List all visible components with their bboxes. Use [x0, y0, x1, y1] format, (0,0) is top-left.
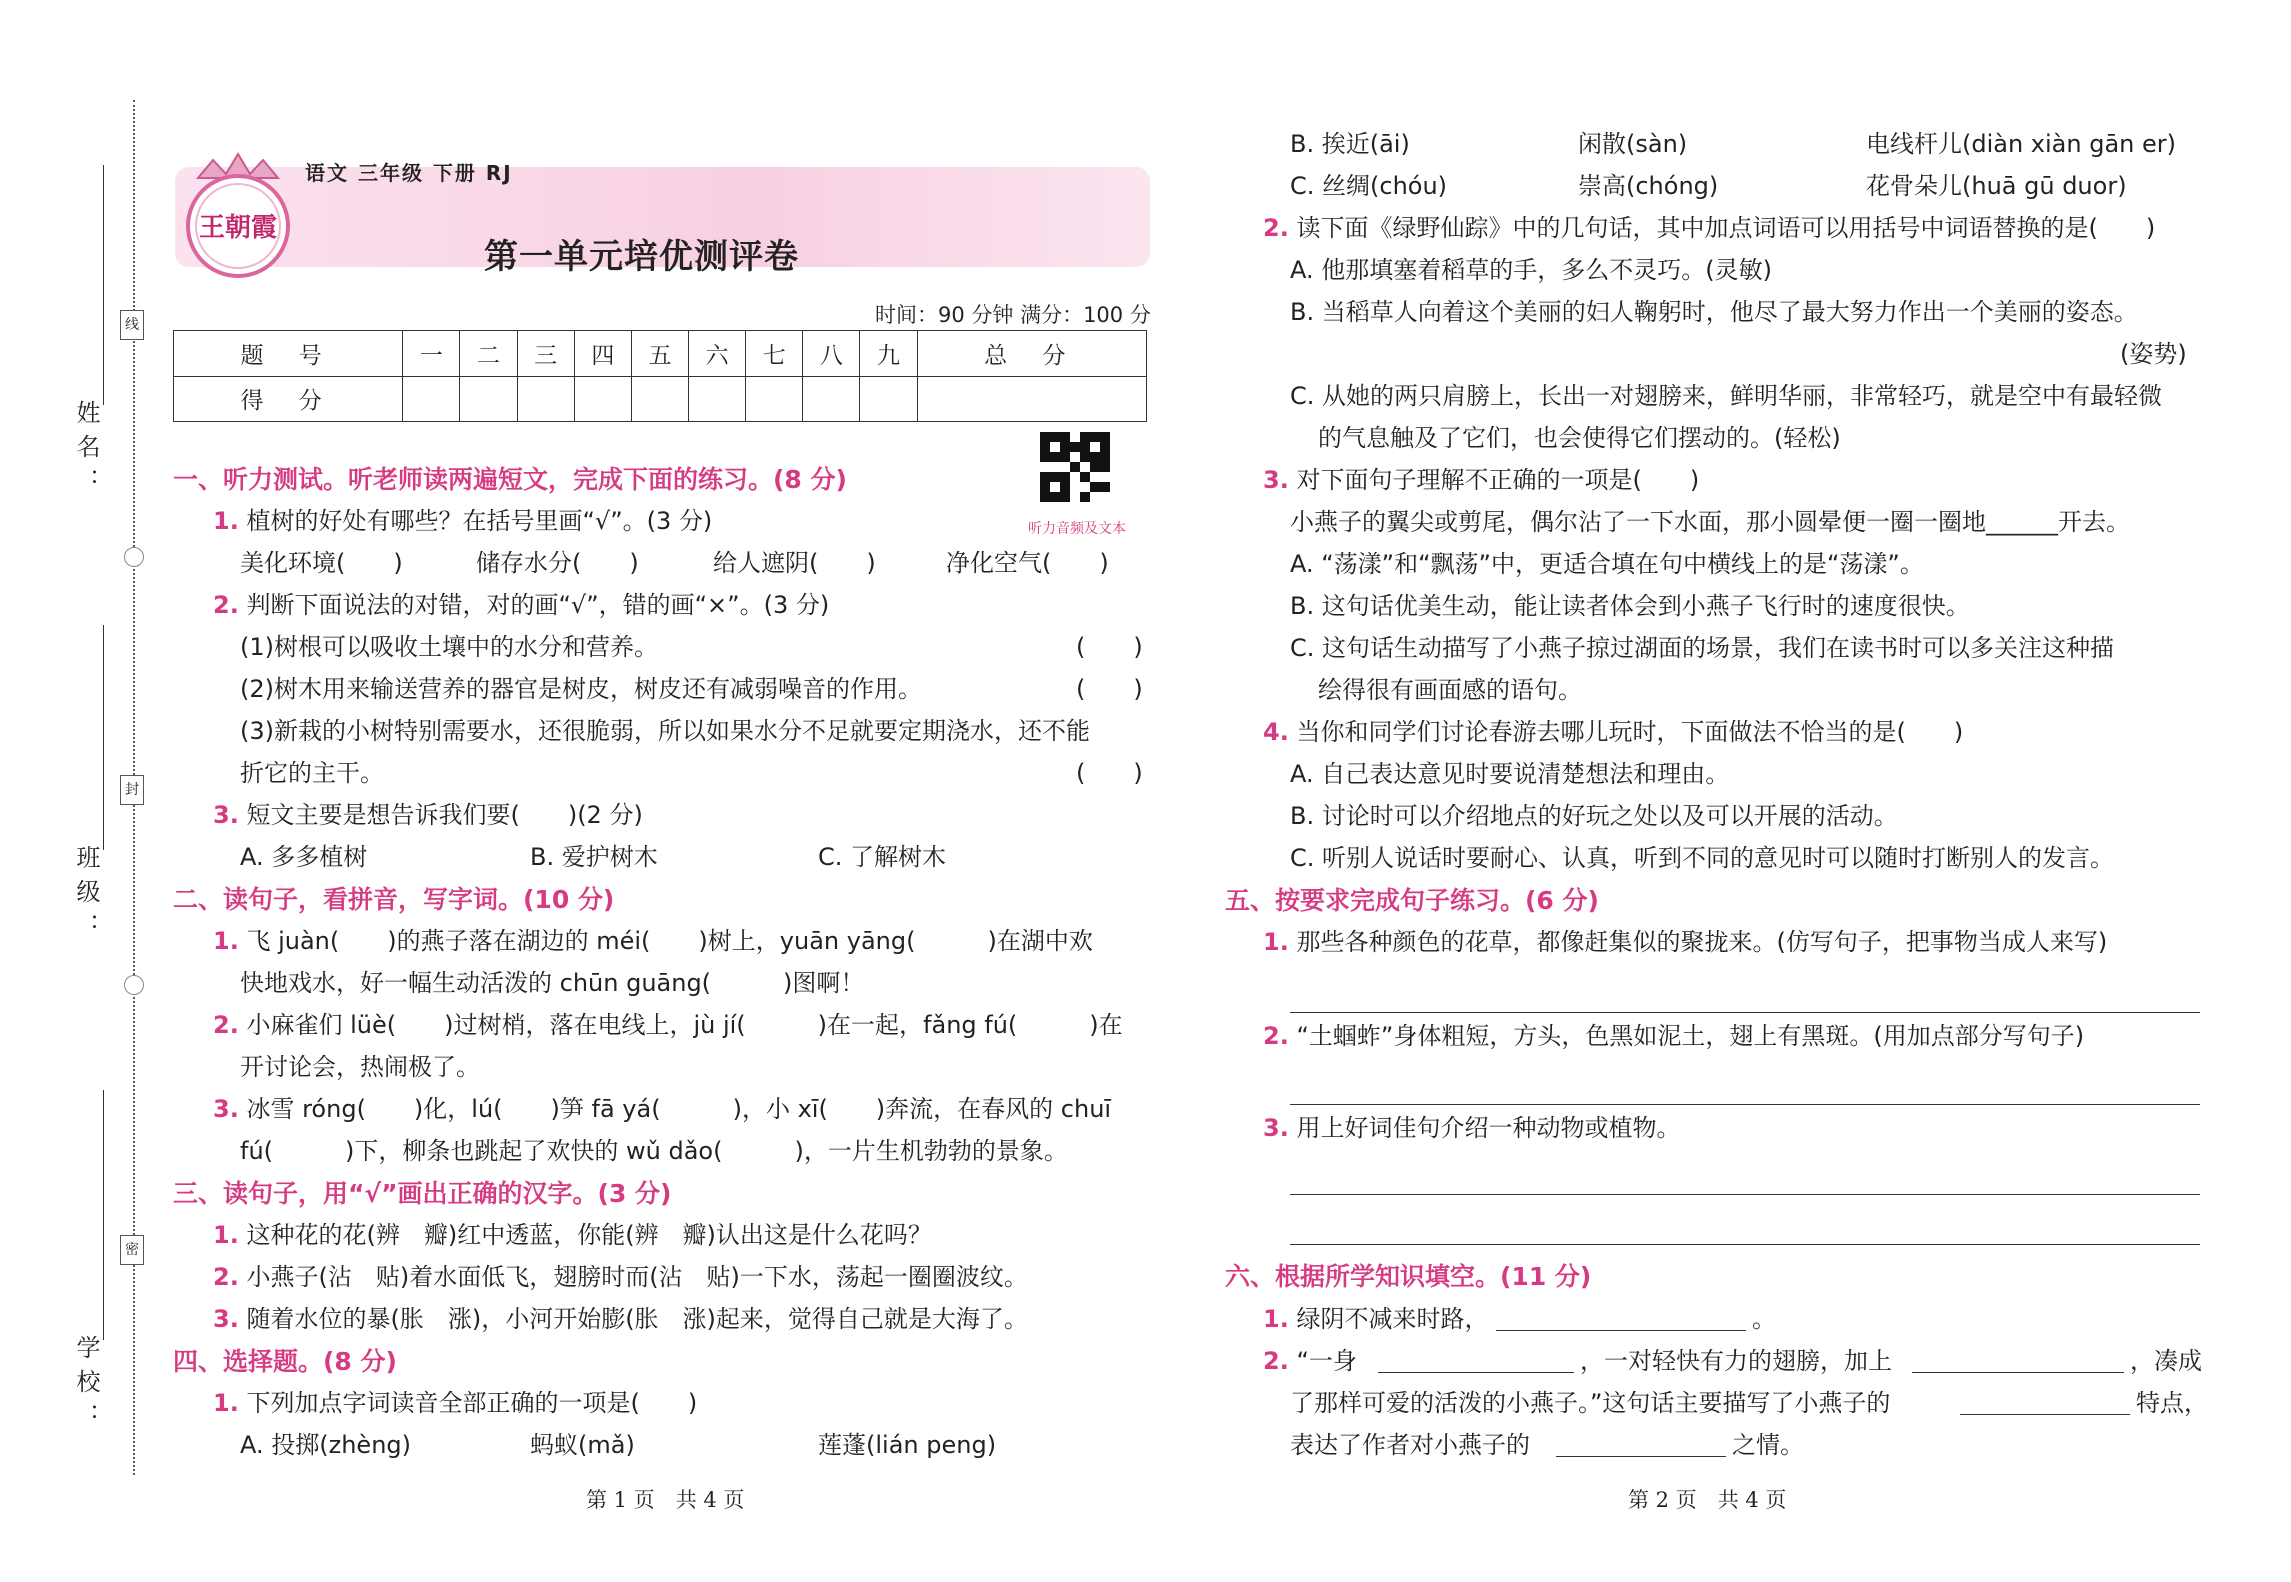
- s4-q1-option-b-word: 闲散(sàn): [1578, 130, 1688, 158]
- s5-q2: 2. “土蝈蚱”身体粗短，方头，色黑如泥土，翅上有黑斑。(用加点部分写句子): [1263, 1022, 2085, 1050]
- section-1-title: 一、听力测试。听老师读两遍短文，完成下面的练习。(8 分): [173, 465, 847, 494]
- s1-q3-option[interactable]: C. 了解树木: [818, 843, 947, 871]
- score-input-cell[interactable]: [574, 376, 631, 422]
- fill-blank[interactable]: [1378, 1372, 1574, 1373]
- logo-text: 王朝霞: [198, 213, 278, 243]
- score-table-header-row: [174, 331, 1147, 377]
- score-input-cell[interactable]: [917, 376, 1146, 422]
- s4-q3-option-a[interactable]: A. “荡漾”和“飘荡”中，更适合填在句中横线上的是“荡漾”。: [1290, 550, 1924, 578]
- s4-q2-option-b[interactable]: B. 当稻草人向着这个美丽的妇人鞠躬时，他尽了最大努力作出一个美丽的姿态。: [1290, 298, 2138, 326]
- score-input-cell[interactable]: [689, 376, 746, 422]
- cell-q9: 九: [860, 331, 917, 377]
- s1-q3-option[interactable]: A. 多多植树: [240, 843, 368, 871]
- s1-q1-option[interactable]: 美化环境( ): [240, 549, 403, 577]
- section-5-title: 五、按要求完成句子练习。(6 分): [1225, 886, 1599, 915]
- cell-q6: 六: [689, 331, 746, 377]
- s4-q1-option-c-word: 花骨朵儿(huā gū duor): [1866, 172, 2127, 200]
- s2-q2: 2. 小麻雀们 lüè( )过树梢，落在电线上，jù jí( )在一起，fǎng fú( )在: [213, 1011, 1123, 1039]
- s6-q2-text: 之情。: [1732, 1431, 1804, 1459]
- s4-q2: 2. 读下面《绿野仙踪》中的几句话，其中加点词语可以用括号中词语替换的是( ): [1263, 214, 2156, 242]
- s3-q1: 1. 这种花的花(辨 瓣)红中透蓝，你能(辨 瓣)认出这是什么花吗？: [213, 1221, 932, 1249]
- s4-q2-option-b-cont: (姿势): [2120, 340, 2187, 368]
- s5-q3: 3. 用上好词佳句介绍一种动物或植物。: [1263, 1114, 1681, 1142]
- s4-q1-option-a-word: 莲蓬(lián peng): [818, 1431, 997, 1459]
- answer-line[interactable]: [1290, 1104, 2200, 1105]
- s4-q3-option-b[interactable]: B. 这句话优美生动，能让读者体会到小燕子飞行时的速度很快。: [1290, 592, 1970, 620]
- section-2-title: 二、读句子，看拼音，写字词。(10 分): [173, 885, 615, 914]
- cut-mark-mi: 密: [120, 1235, 144, 1265]
- s6-q2-text: ，一对轻快有力的翅膀，加上: [1580, 1347, 1892, 1375]
- s4-q3-sentence: 小燕子的翼尖或剪尾，偶尔沾了一下水面，那小圆晕便一圈一圈地______开去。: [1290, 508, 2130, 536]
- s4-q4-option-a[interactable]: A. 自己表达意见时要说清楚想法和理由。: [1290, 760, 1730, 788]
- s6-q2: 2. “一身: [1263, 1347, 1357, 1375]
- s4-q4-option-c[interactable]: C. 听别人说话时要耐心、认真，听到不同的意见时可以随时打断别人的发言。: [1290, 844, 2115, 872]
- s6-q1: 1. 绿阴不减来时路，: [1263, 1305, 1489, 1333]
- school-line: [103, 1090, 104, 1340]
- section-4-title: 四、选择题。(8 分): [173, 1347, 397, 1376]
- s1-q3: 3. 短文主要是想告诉我们要( )(2 分): [213, 801, 643, 829]
- score-input-cell[interactable]: [517, 376, 574, 422]
- s4-q2-option-c[interactable]: C. 从她的两只肩膀上，长出一对翅膀来，鲜明华丽，非常轻巧，就是空中有最轻微: [1290, 382, 2163, 410]
- s1-q1: 1. 植树的好处有哪些？在括号里画“√”。(3 分): [213, 507, 713, 535]
- score-input-cell[interactable]: [631, 376, 688, 422]
- brand-logo: [168, 148, 308, 278]
- s4-q1-option-b[interactable]: B. 挨近(āi): [1290, 130, 1410, 158]
- name-label: 姓名：: [72, 400, 100, 502]
- cut-mark-feng: 封: [120, 775, 144, 805]
- section-6-title: 六、根据所学知识填空。(11 分): [1225, 1262, 1592, 1291]
- cell-q8: 八: [803, 331, 860, 377]
- s2-q3: 3. 冰雪 róng( )化，lú( )笋 fā yá( )，小 xī( )奔流，在春风的 chuī: [213, 1095, 1112, 1123]
- s1-q2-item: (1)树根可以吸收土壤中的水分和营养。: [240, 633, 658, 661]
- score-input-cell[interactable]: [403, 376, 460, 422]
- s4-q3-option-c-cont: 绘得很有画面感的语句。: [1318, 676, 1582, 704]
- s1-q1-option[interactable]: 储存水分( ): [476, 549, 639, 577]
- binding-hole: [124, 547, 144, 567]
- score-input-cell[interactable]: [460, 376, 517, 422]
- s4-q1-option-a-word: 蚂蚁(mǎ): [530, 1431, 635, 1459]
- s4-q1-option-b-word: 电线杆儿(diàn xiàn gān er): [1866, 130, 2177, 158]
- subject-grade: 语文 三年级 下册 RJ: [305, 161, 513, 185]
- page-footer-2: 第 2 页 共 4 页: [1628, 1488, 1787, 1512]
- cell-label: 题 号: [174, 331, 403, 377]
- s1-q2-item: (3)新栽的小树特别需要水，还很脆弱，所以如果水分不足就要定期浇水，还不能: [240, 717, 1090, 745]
- s4-q4-option-b[interactable]: B. 讨论时可以介绍地点的好玩之处以及可以开展的活动。: [1290, 802, 1898, 830]
- answer-paren[interactable]: ( ): [1076, 759, 1143, 787]
- score-table-score-row: [174, 376, 1147, 422]
- cell-q7: 七: [746, 331, 803, 377]
- class-label: 班级：: [72, 845, 100, 947]
- s3-q2: 2. 小燕子(沾 贴)着水面低飞，翅膀时而(沾 贴)一下水，荡起一圈圈波纹。: [213, 1263, 1028, 1291]
- s4-q3: 3. 对下面句子理解不正确的一项是( ): [1263, 466, 1700, 494]
- s2-q2-cont: 开讨论会，热闹极了。: [240, 1053, 480, 1081]
- s6-q2-text: 特点，: [2136, 1389, 2208, 1417]
- s1-q1-option[interactable]: 净化空气( ): [946, 549, 1109, 577]
- fill-blank[interactable]: [1912, 1372, 2124, 1373]
- score-input-cell[interactable]: [860, 376, 917, 422]
- page-title: 第一单元培优测评卷: [484, 237, 799, 277]
- fill-blank[interactable]: [1496, 1330, 1746, 1331]
- s1-q2: 2. 判断下面说法的对错，对的画“√”，错的画“×”。(3 分): [213, 591, 830, 619]
- s1-q2-item: (2)树木用来输送营养的器官是树皮，树皮还有减弱噪音的作用。: [240, 675, 922, 703]
- cell-q4: 四: [574, 331, 631, 377]
- score-table: [173, 330, 1147, 422]
- s4-q1-option-c-word: 崇高(chóng): [1578, 172, 1719, 200]
- s4-q2-option-c-cont: 的气息触及了它们，也会使得它们摆动的。(轻松): [1318, 424, 1841, 452]
- s2-q3-cont: fú( )下，柳条也跳起了欢快的 wǔ dǎo( )，一片生机勃勃的景象。: [240, 1137, 1068, 1165]
- answer-line[interactable]: [1290, 1194, 2200, 1195]
- page-footer-1: 第 1 页 共 4 页: [586, 1488, 745, 1512]
- cell-score-label: 得 分: [174, 376, 403, 422]
- s4-q3-option-c[interactable]: C. 这句话生动描写了小燕子掠过湖面的场景，我们在读书时可以多关注这种描: [1290, 634, 2115, 662]
- s5-q1: 1. 那些各种颜色的花草，都像赶集似的聚拢来。(仿写句子，把事物当成人来写): [1263, 928, 2108, 956]
- cell-q2: 二: [460, 331, 517, 377]
- s6-q2-text: 表达了作者对小燕子的: [1290, 1431, 1530, 1459]
- cell-q5: 五: [631, 331, 688, 377]
- s6-q1-end: 。: [1752, 1305, 1776, 1333]
- qr-caption: 听力音频及文本: [1028, 521, 1126, 537]
- s4-q4: 4. 当你和同学们讨论春游去哪儿玩时，下面做法不恰当的是( ): [1263, 718, 1964, 746]
- cut-mark-xian: 线: [120, 310, 144, 340]
- score-input-cell[interactable]: [803, 376, 860, 422]
- score-input-cell[interactable]: [746, 376, 803, 422]
- s2-q1-cont: 快地戏水，好一幅生动活泼的 chūn guāng( )图啊！: [240, 969, 865, 997]
- s1-q3-option[interactable]: B. 爱护树木: [530, 843, 658, 871]
- class-line: [103, 625, 104, 850]
- s4-q1-option-c[interactable]: C. 丝绸(chóu): [1290, 172, 1448, 200]
- s4-q1: 1. 下列加点字词读音全部正确的一项是( ): [213, 1389, 698, 1417]
- section-3-title: 三、读句子，用“√”画出正确的汉字。(3 分): [173, 1179, 672, 1208]
- s2-q1: 1. 飞 juàn( )的燕子落在湖边的 méi( )树上，yuān yāng( )在湖中欢: [213, 927, 1093, 955]
- s3-q3: 3. 随着水位的暴(胀 涨)，小河开始膨(胀 涨)起来，觉得自己就是大海了。: [213, 1305, 1028, 1333]
- binding-hole: [124, 975, 144, 995]
- s1-q2-item-cont: 折它的主干。: [240, 759, 384, 787]
- answer-line[interactable]: [1290, 1244, 2200, 1245]
- answer-line[interactable]: [1290, 1012, 2200, 1013]
- fill-blank[interactable]: [1556, 1456, 1726, 1457]
- s6-q2-text: ，凑成: [2130, 1347, 2202, 1375]
- cell-q1: 一: [403, 331, 460, 377]
- cell-q3: 三: [517, 331, 574, 377]
- cell-total: 总 分: [917, 331, 1146, 377]
- fill-blank[interactable]: [1960, 1414, 2130, 1415]
- time-score-info: 时间：90 分钟 满分：100 分: [875, 303, 1151, 327]
- school-label: 学校：: [72, 1335, 100, 1437]
- s4-q1-option-a[interactable]: A. 投掷(zhèng): [240, 1431, 411, 1459]
- answer-paren[interactable]: ( ): [1076, 675, 1143, 703]
- qr-code-icon[interactable]: [1040, 432, 1110, 502]
- s1-q1-option[interactable]: 给人遮阴( ): [713, 549, 876, 577]
- answer-paren[interactable]: ( ): [1076, 633, 1143, 661]
- name-line: [103, 165, 104, 405]
- s4-q2-option-a[interactable]: A. 他那填塞着稻草的手，多么不灵巧。(灵敏): [1290, 256, 1772, 284]
- s6-q2-text: 了那样可爱的活泼的小燕子。”这句话主要描写了小燕子的: [1290, 1389, 1891, 1417]
